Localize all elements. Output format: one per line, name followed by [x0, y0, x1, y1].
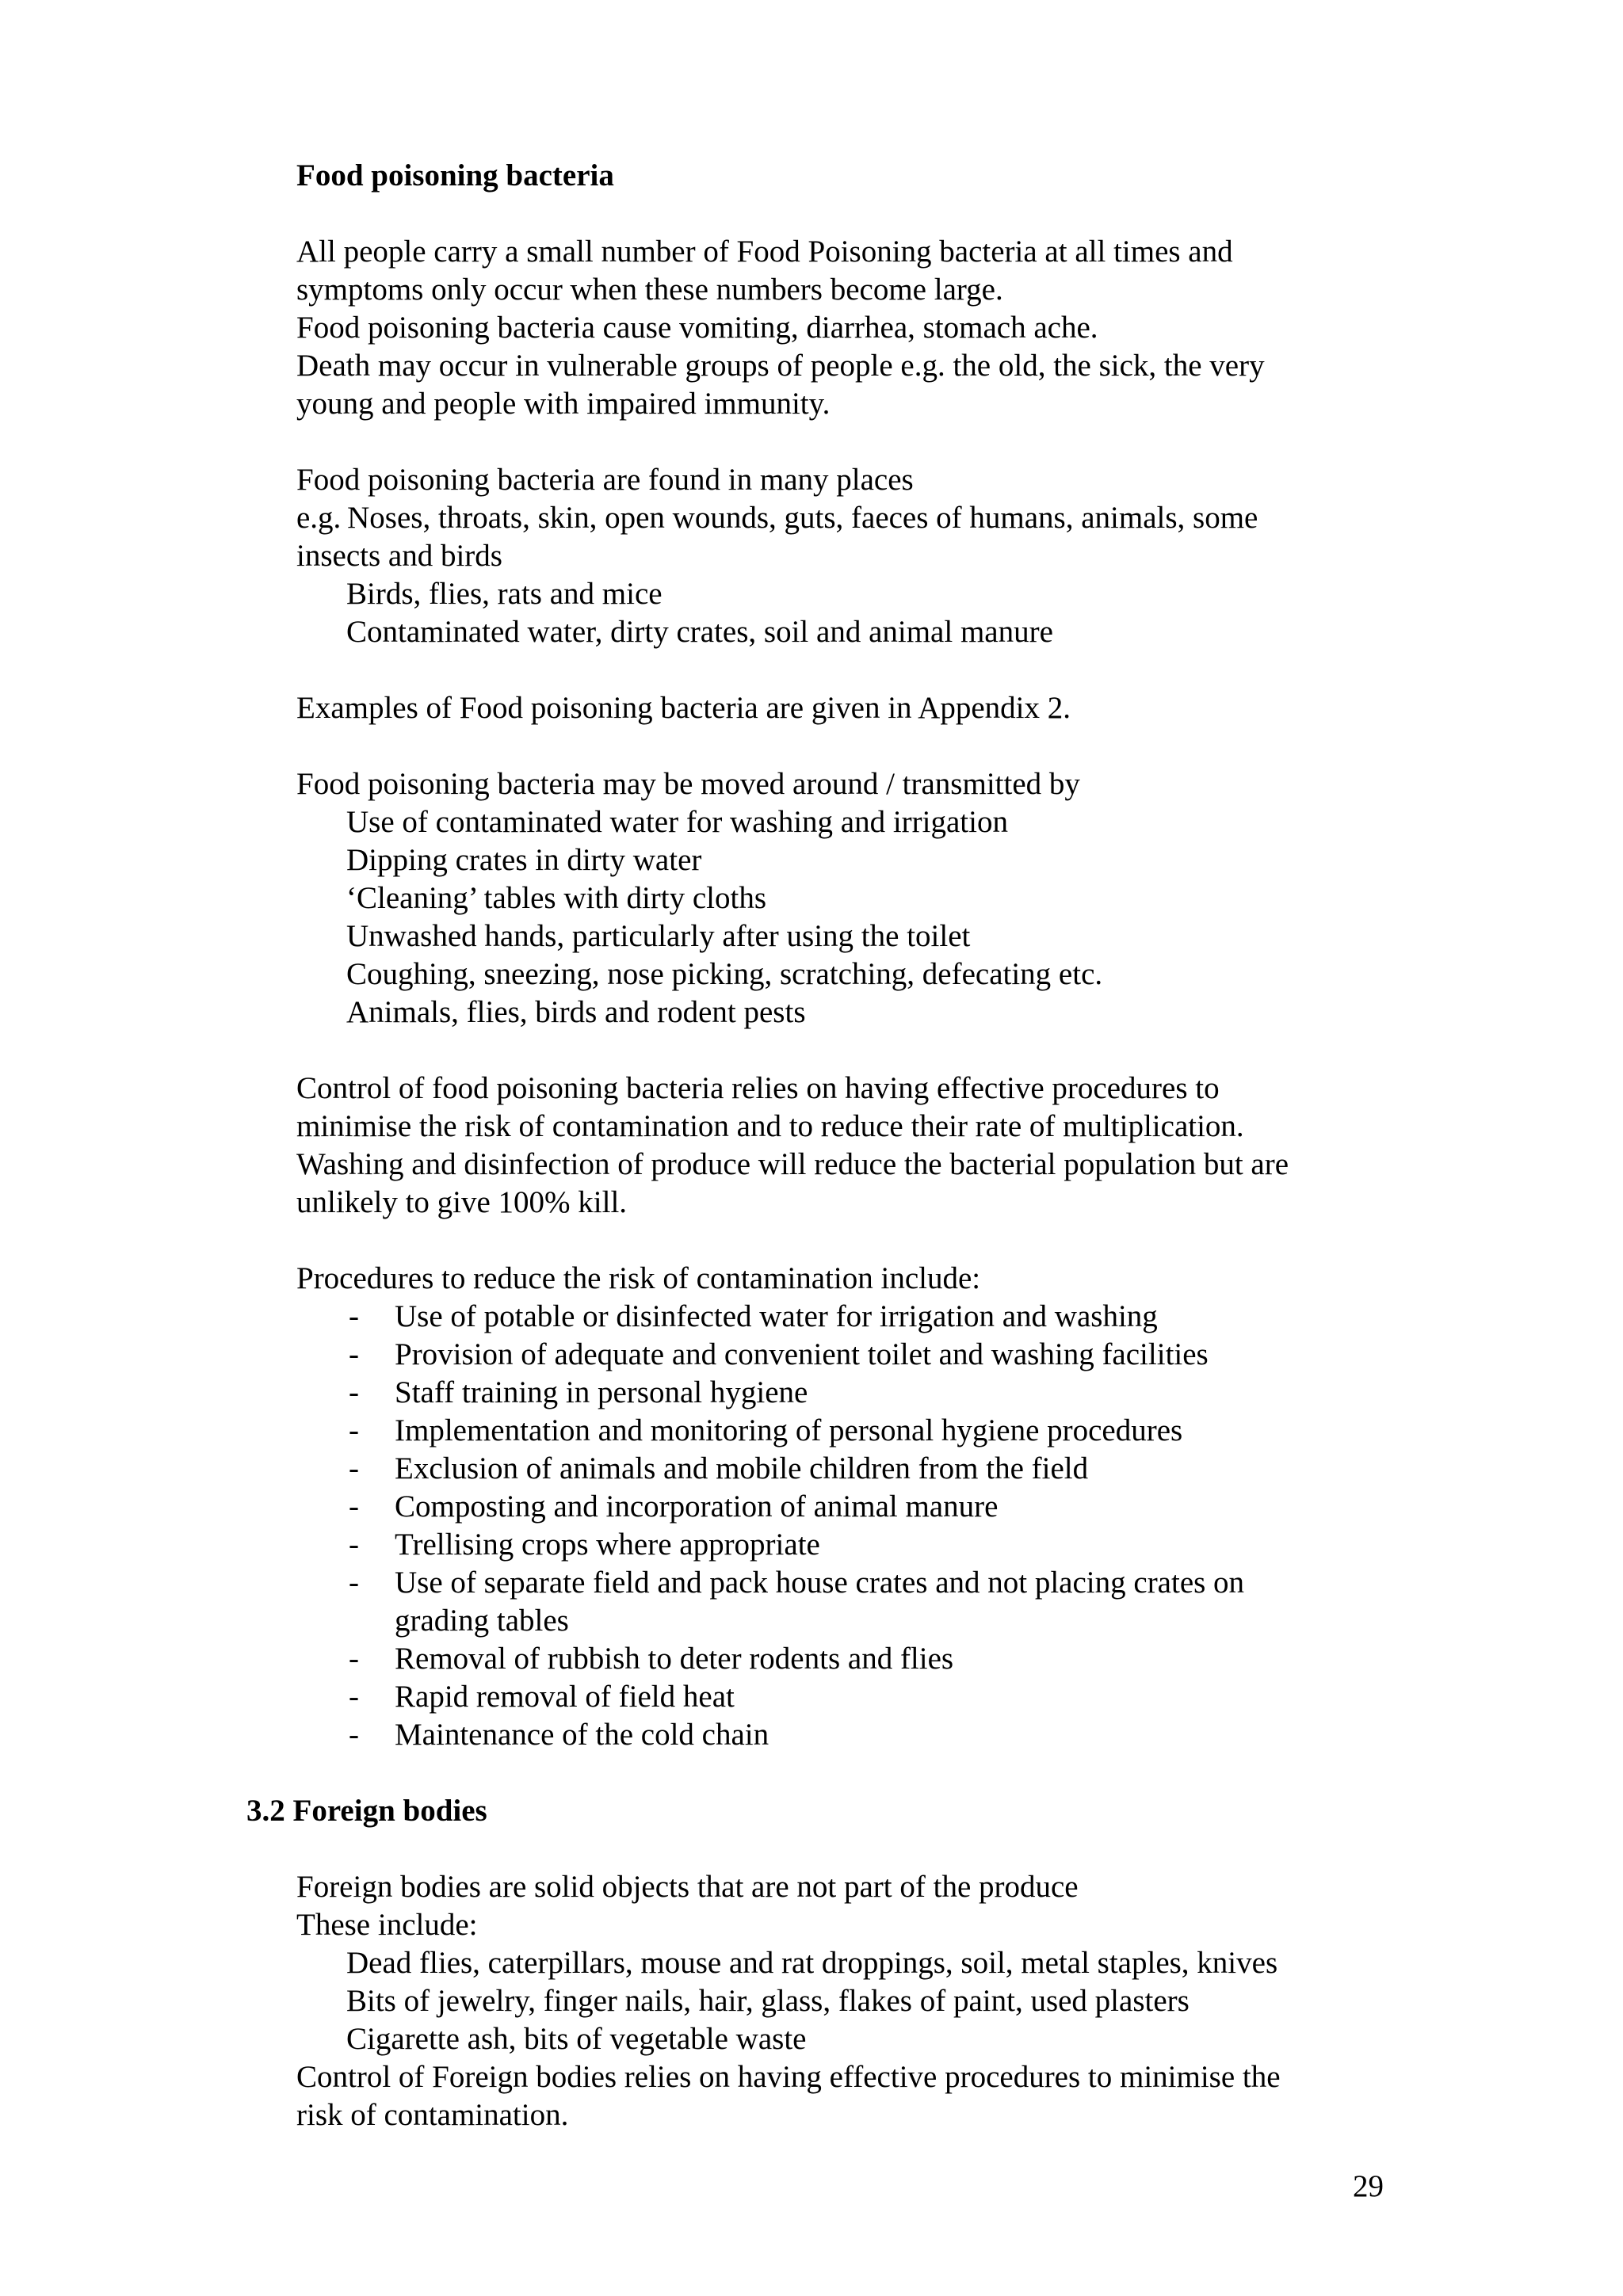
indented-item: Dipping crates in dirty water — [346, 843, 702, 877]
bullet-text: Exclusion of animals and mobile children from the field — [395, 1451, 1089, 1486]
bullet-item — [296, 1564, 1244, 1602]
indented-item: ‘Cleaning’ tables with dirty cloths — [346, 881, 767, 915]
text-line: Death may occur in vulnerable groups of people e.g. the old, the sick, the very — [296, 349, 1265, 383]
bullet-text: Removal of rubbish to deter rodents and flies — [395, 1642, 954, 1676]
control-paragraph — [296, 1070, 1289, 1222]
text-line: Food poisoning bacteria may be moved around / transmitted by — [296, 767, 1080, 801]
text-line: Food poisoning bacteria are found in many places — [296, 463, 914, 497]
bullet-item — [296, 1640, 1244, 1678]
text-line: Examples of Food poisoning bacteria are given in Appendix 2. — [296, 691, 1071, 725]
text-line: young and people with impaired immunity. — [296, 387, 831, 421]
text-line: e.g. Noses, throats, skin, open wounds, guts, faeces of humans, animals, some — [296, 501, 1258, 535]
bullet-dash: - — [349, 1375, 359, 1409]
transmission-paragraph — [296, 765, 1102, 1032]
text-line: Control of food poisoning bacteria relies on having effective procedures to — [296, 1071, 1220, 1105]
bullet-dash: - — [349, 1451, 359, 1486]
heading-foreign-bodies: 3.2 Foreign bodies — [246, 1794, 487, 1828]
bullet-text: Staff training in personal hygiene — [395, 1375, 808, 1409]
bullet-text: Provision of adequate and convenient toilet and washing facilities — [395, 1337, 1209, 1371]
bullet-item — [296, 1298, 1244, 1336]
indented-item: Bits of jewelry, finger nails, hair, glass, flakes of paint, used plasters — [346, 1984, 1190, 2018]
text-line: These include: — [296, 1908, 478, 1942]
bullet-item — [296, 1374, 1244, 1412]
bullet-text: Use of potable or disinfected water for irrigation and washing — [395, 1299, 1158, 1333]
bullet-dash: - — [349, 1566, 359, 1600]
indented-item: Coughing, sneezing, nose picking, scratching, defecating etc. — [346, 957, 1103, 991]
bullet-item — [296, 1412, 1244, 1450]
bullet-item — [296, 1678, 1244, 1716]
text-line: Foreign bodies are solid objects that are not part of the produce — [296, 1870, 1079, 1904]
indented-item: Cigarette ash, bits of vegetable waste — [346, 2022, 807, 2056]
bullet-item — [296, 1488, 1244, 1526]
found-paragraph — [296, 461, 1258, 651]
text-line: risk of contamination. — [296, 2098, 569, 2132]
bullet-dash: - — [349, 1680, 359, 1714]
text-line: Procedures to reduce the risk of contamination include: — [296, 1261, 981, 1295]
intro-paragraph — [296, 233, 1265, 423]
bullet-text: Rapid removal of field heat — [395, 1680, 735, 1714]
text-line: minimise the risk of contamination and to reduce their rate of multiplication. — [296, 1109, 1244, 1143]
bullet-item — [296, 1526, 1244, 1564]
bullet-text: Use of separate field and pack house crates and not placing crates on — [395, 1566, 1245, 1600]
text-line: Food poisoning bacteria cause vomiting, diarrhea, stomach ache. — [296, 311, 1098, 345]
foreign-bodies-paragraph — [296, 1868, 1281, 2134]
bullet-text: Trellising crops where appropriate — [395, 1527, 820, 1562]
text-line: Control of Foreign bodies relies on having effective procedures to minimise the — [296, 2060, 1281, 2094]
bullet-text: Implementation and monitoring of personal hygiene procedures — [395, 1413, 1183, 1447]
indented-item: Birds, flies, rats and mice — [346, 577, 663, 611]
bullet-text: grading tables — [395, 1604, 569, 1638]
heading-food-poisoning-bacteria: Food poisoning bacteria — [296, 158, 614, 193]
bullet-item — [296, 1336, 1244, 1374]
text-line: symptoms only occur when these numbers become large. — [296, 273, 1003, 307]
bullet-dash: - — [349, 1337, 359, 1371]
examples-paragraph — [296, 689, 1071, 727]
procedures-paragraph — [296, 1260, 1244, 1754]
indented-item: Use of contaminated water for washing and irrigation — [346, 805, 1008, 839]
indented-item: Animals, flies, birds and rodent pests — [346, 995, 806, 1029]
bullet-dash: - — [349, 1642, 359, 1676]
page-number: 29 — [1353, 2169, 1384, 2203]
indented-item: Dead flies, caterpillars, mouse and rat droppings, soil, metal staples, knives — [346, 1946, 1278, 1980]
bullet-item-continuation — [296, 1602, 1244, 1640]
text-line: insects and birds — [296, 539, 502, 573]
bullet-item — [296, 1716, 1244, 1754]
text-line: Washing and disinfection of produce will reduce the bacterial population but are — [296, 1147, 1289, 1181]
indented-item: Contaminated water, dirty crates, soil and animal manure — [346, 615, 1053, 649]
bullet-dash: - — [349, 1413, 359, 1447]
bullet-dash: - — [349, 1527, 359, 1562]
bullet-text: Composting and incorporation of animal manure — [395, 1489, 999, 1524]
text-line: unlikely to give 100% kill. — [296, 1185, 628, 1219]
text-line: All people carry a small number of Food Poisoning bacteria at all times and — [296, 235, 1233, 269]
bullet-item — [296, 1450, 1244, 1488]
bullet-dash: - — [349, 1489, 359, 1524]
bullet-dash: - — [349, 1718, 359, 1752]
indented-item: Unwashed hands, particularly after using the toilet — [346, 919, 971, 953]
bullet-dash: - — [349, 1299, 359, 1333]
bullet-text: Maintenance of the cold chain — [395, 1718, 769, 1752]
